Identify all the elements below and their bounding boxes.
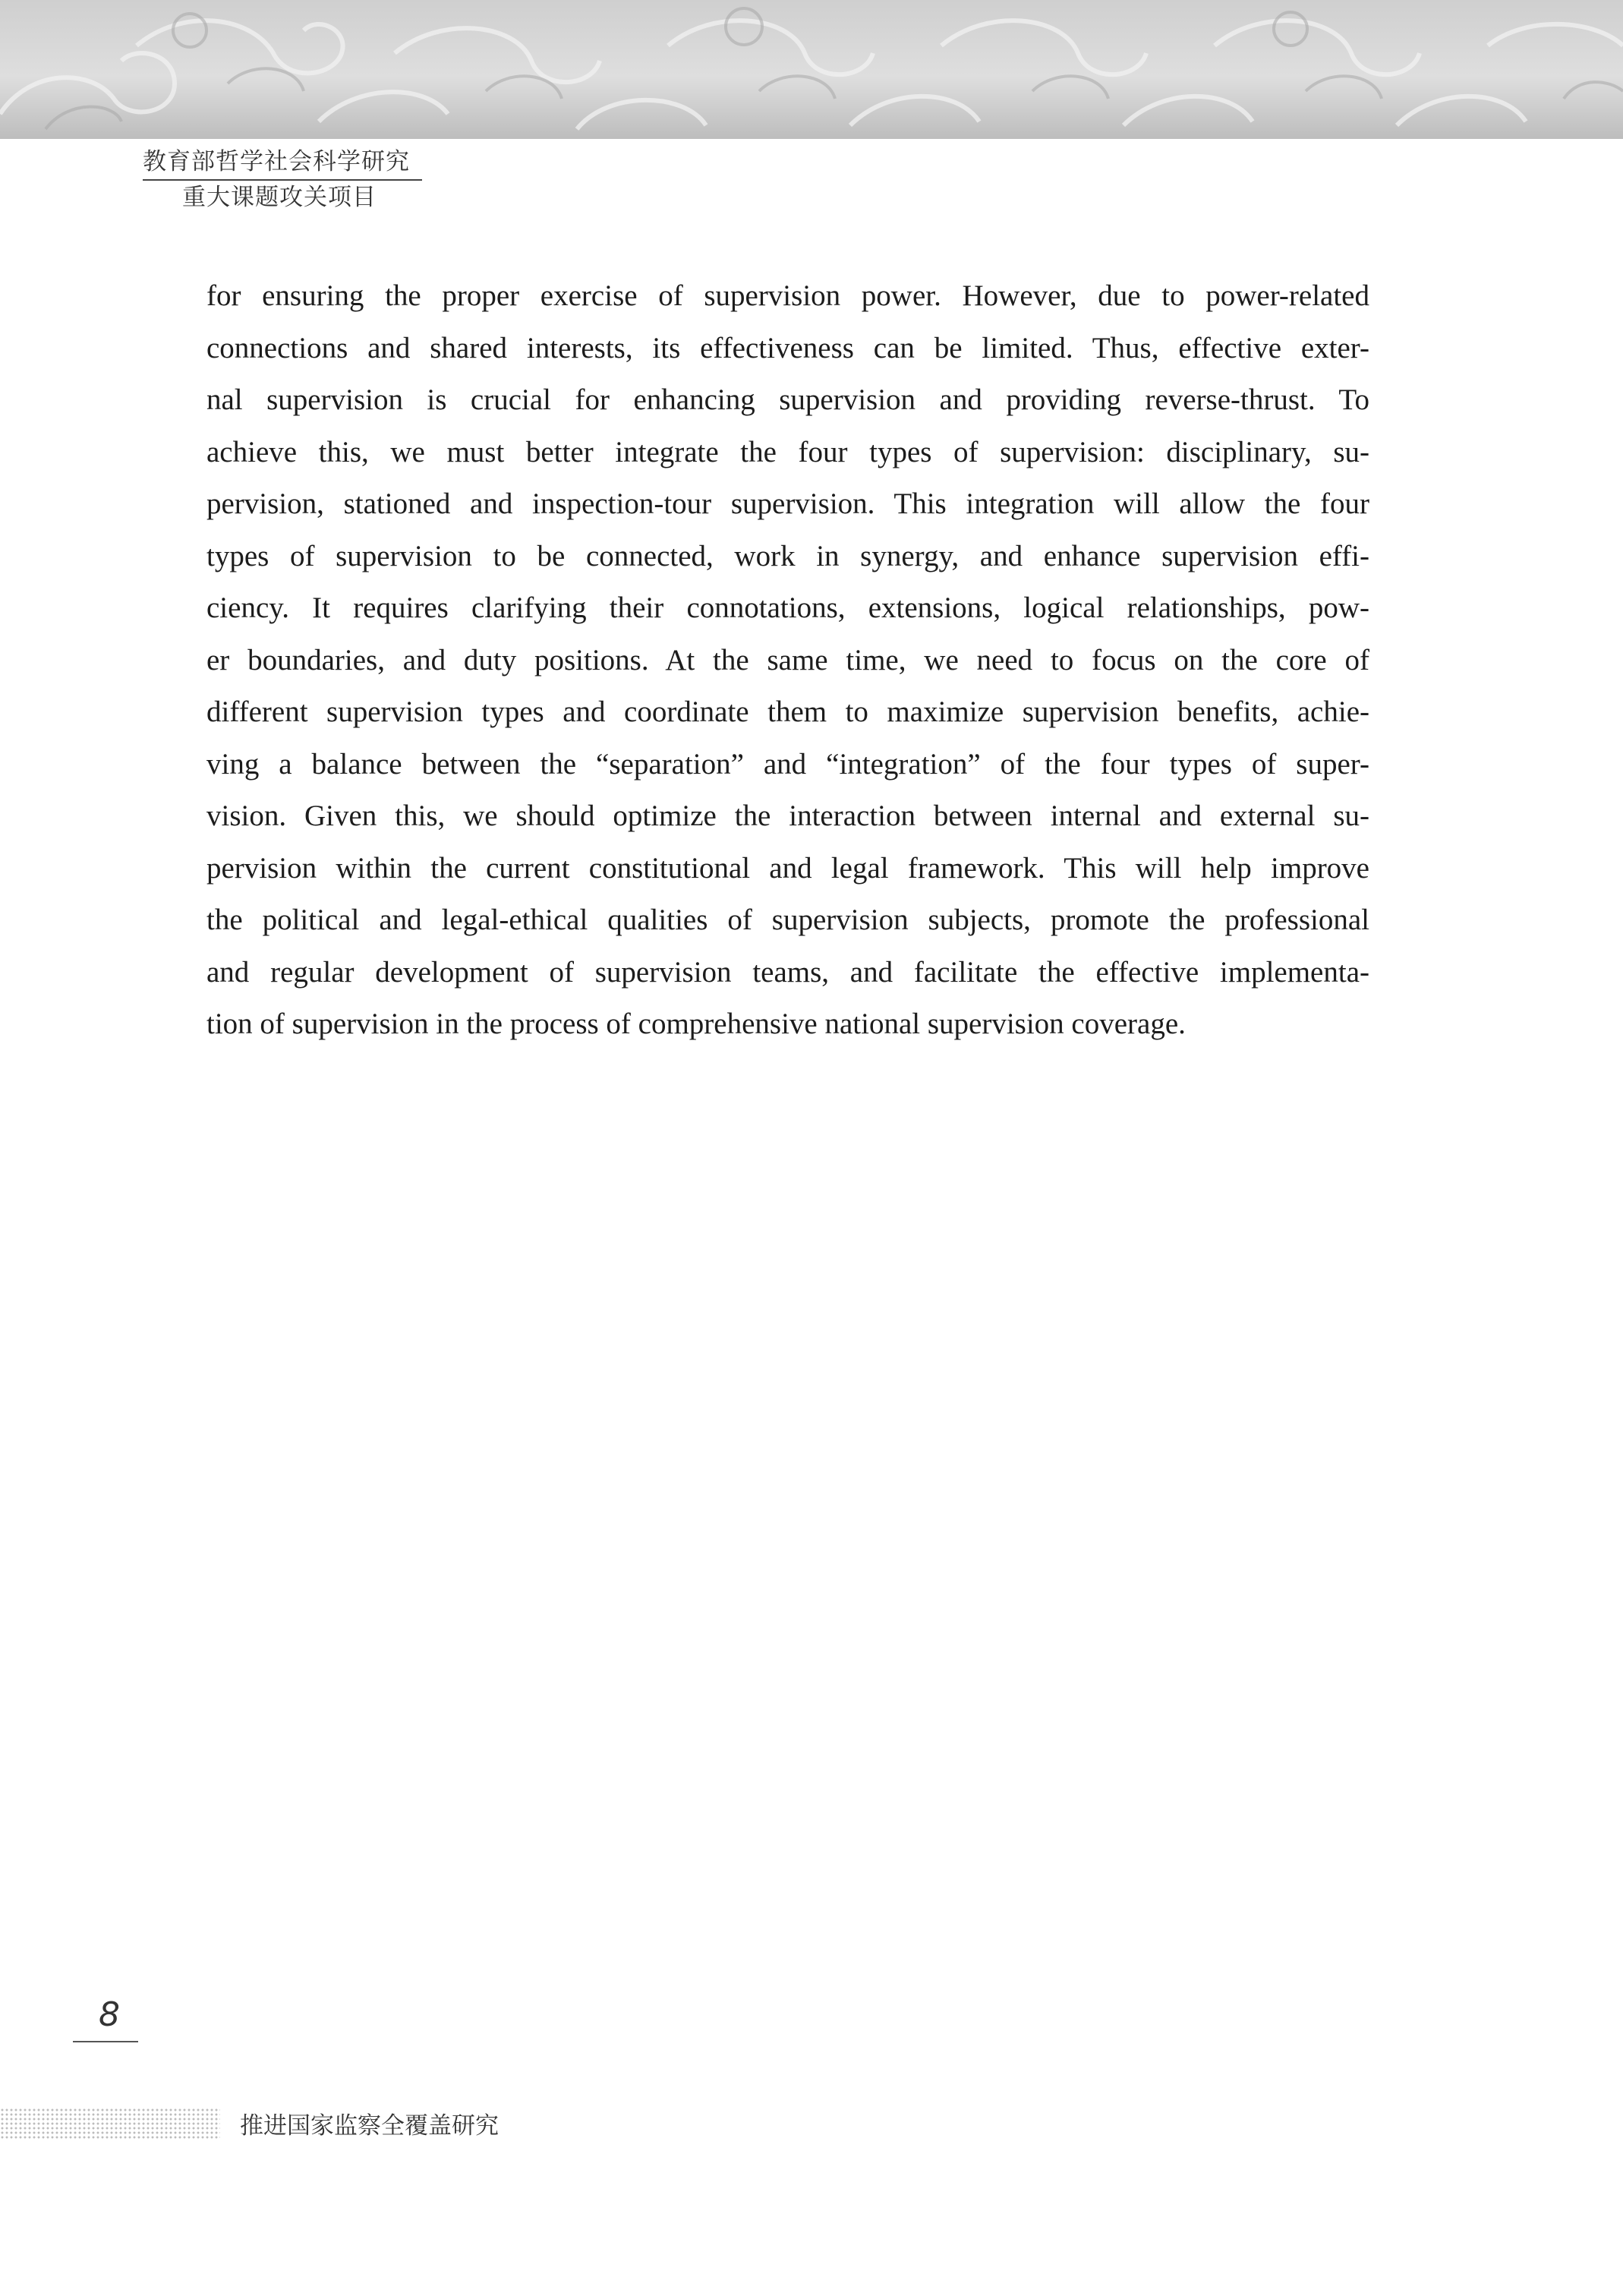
series-title-line1: 教育部哲学社会科学研究 [143, 146, 422, 181]
cloud-pattern-icon [0, 0, 1623, 139]
book-title: 推进国家监察全覆盖研究 [240, 2112, 499, 2140]
paragraph-line: pervision, stationed and inspection-tour supervision. This integration will allow the four [206, 487, 1369, 520]
footer-dot-pattern [0, 2108, 220, 2140]
paragraph-line: different supervision types and coordinate them to maximize supervision benefits, achie- [206, 695, 1369, 728]
decorative-cloud-banner [0, 0, 1623, 139]
series-header [143, 146, 422, 214]
paragraph-line: connections and shared interests, its effectiveness can be limited. Thus, effective exter- [206, 331, 1369, 364]
paragraph-line: achieve this, we must better integrate the four types of supervision: disciplinary, su- [206, 435, 1369, 468]
paragraph-line: the political and legal-ethical qualities of supervision subjects, promote the professional [206, 904, 1369, 936]
paragraph-line: nal supervision is crucial for enhancing supervision and providing reverse-thrust. To [206, 383, 1369, 416]
paragraph-line: tion of supervision in the process of comprehensive national supervision coverage. [206, 1008, 1186, 1040]
paragraph-line: vision. Given this, we should optimize the interaction between internal and external su- [206, 800, 1369, 832]
paragraph-line: and regular development of supervision teams, and facilitate the effective implementa- [206, 955, 1369, 989]
paragraph-line: for ensuring the proper exercise of supervision power. However, due to power-related [206, 279, 1369, 312]
paragraph-line: ving a balance between the “separation” and “integration” of the four types of super- [206, 747, 1369, 781]
body-paragraph [206, 270, 1369, 1051]
page-number: 8 [73, 1992, 138, 2042]
paragraph-line: er boundaries, and duty positions. At the same time, we need to focus on the core of [206, 643, 1369, 676]
series-title-line2: 重大课题攻关项目 [182, 184, 377, 211]
paragraph-line: types of supervision to be connected, work in synergy, and enhance supervision effi- [206, 539, 1369, 572]
paragraph-line: ciency. It requires clarifying their connotations, extensions, logical relationships, pow- [206, 591, 1369, 624]
paragraph-line: pervision within the current constitutional and legal framework. This will help improve [206, 851, 1369, 885]
